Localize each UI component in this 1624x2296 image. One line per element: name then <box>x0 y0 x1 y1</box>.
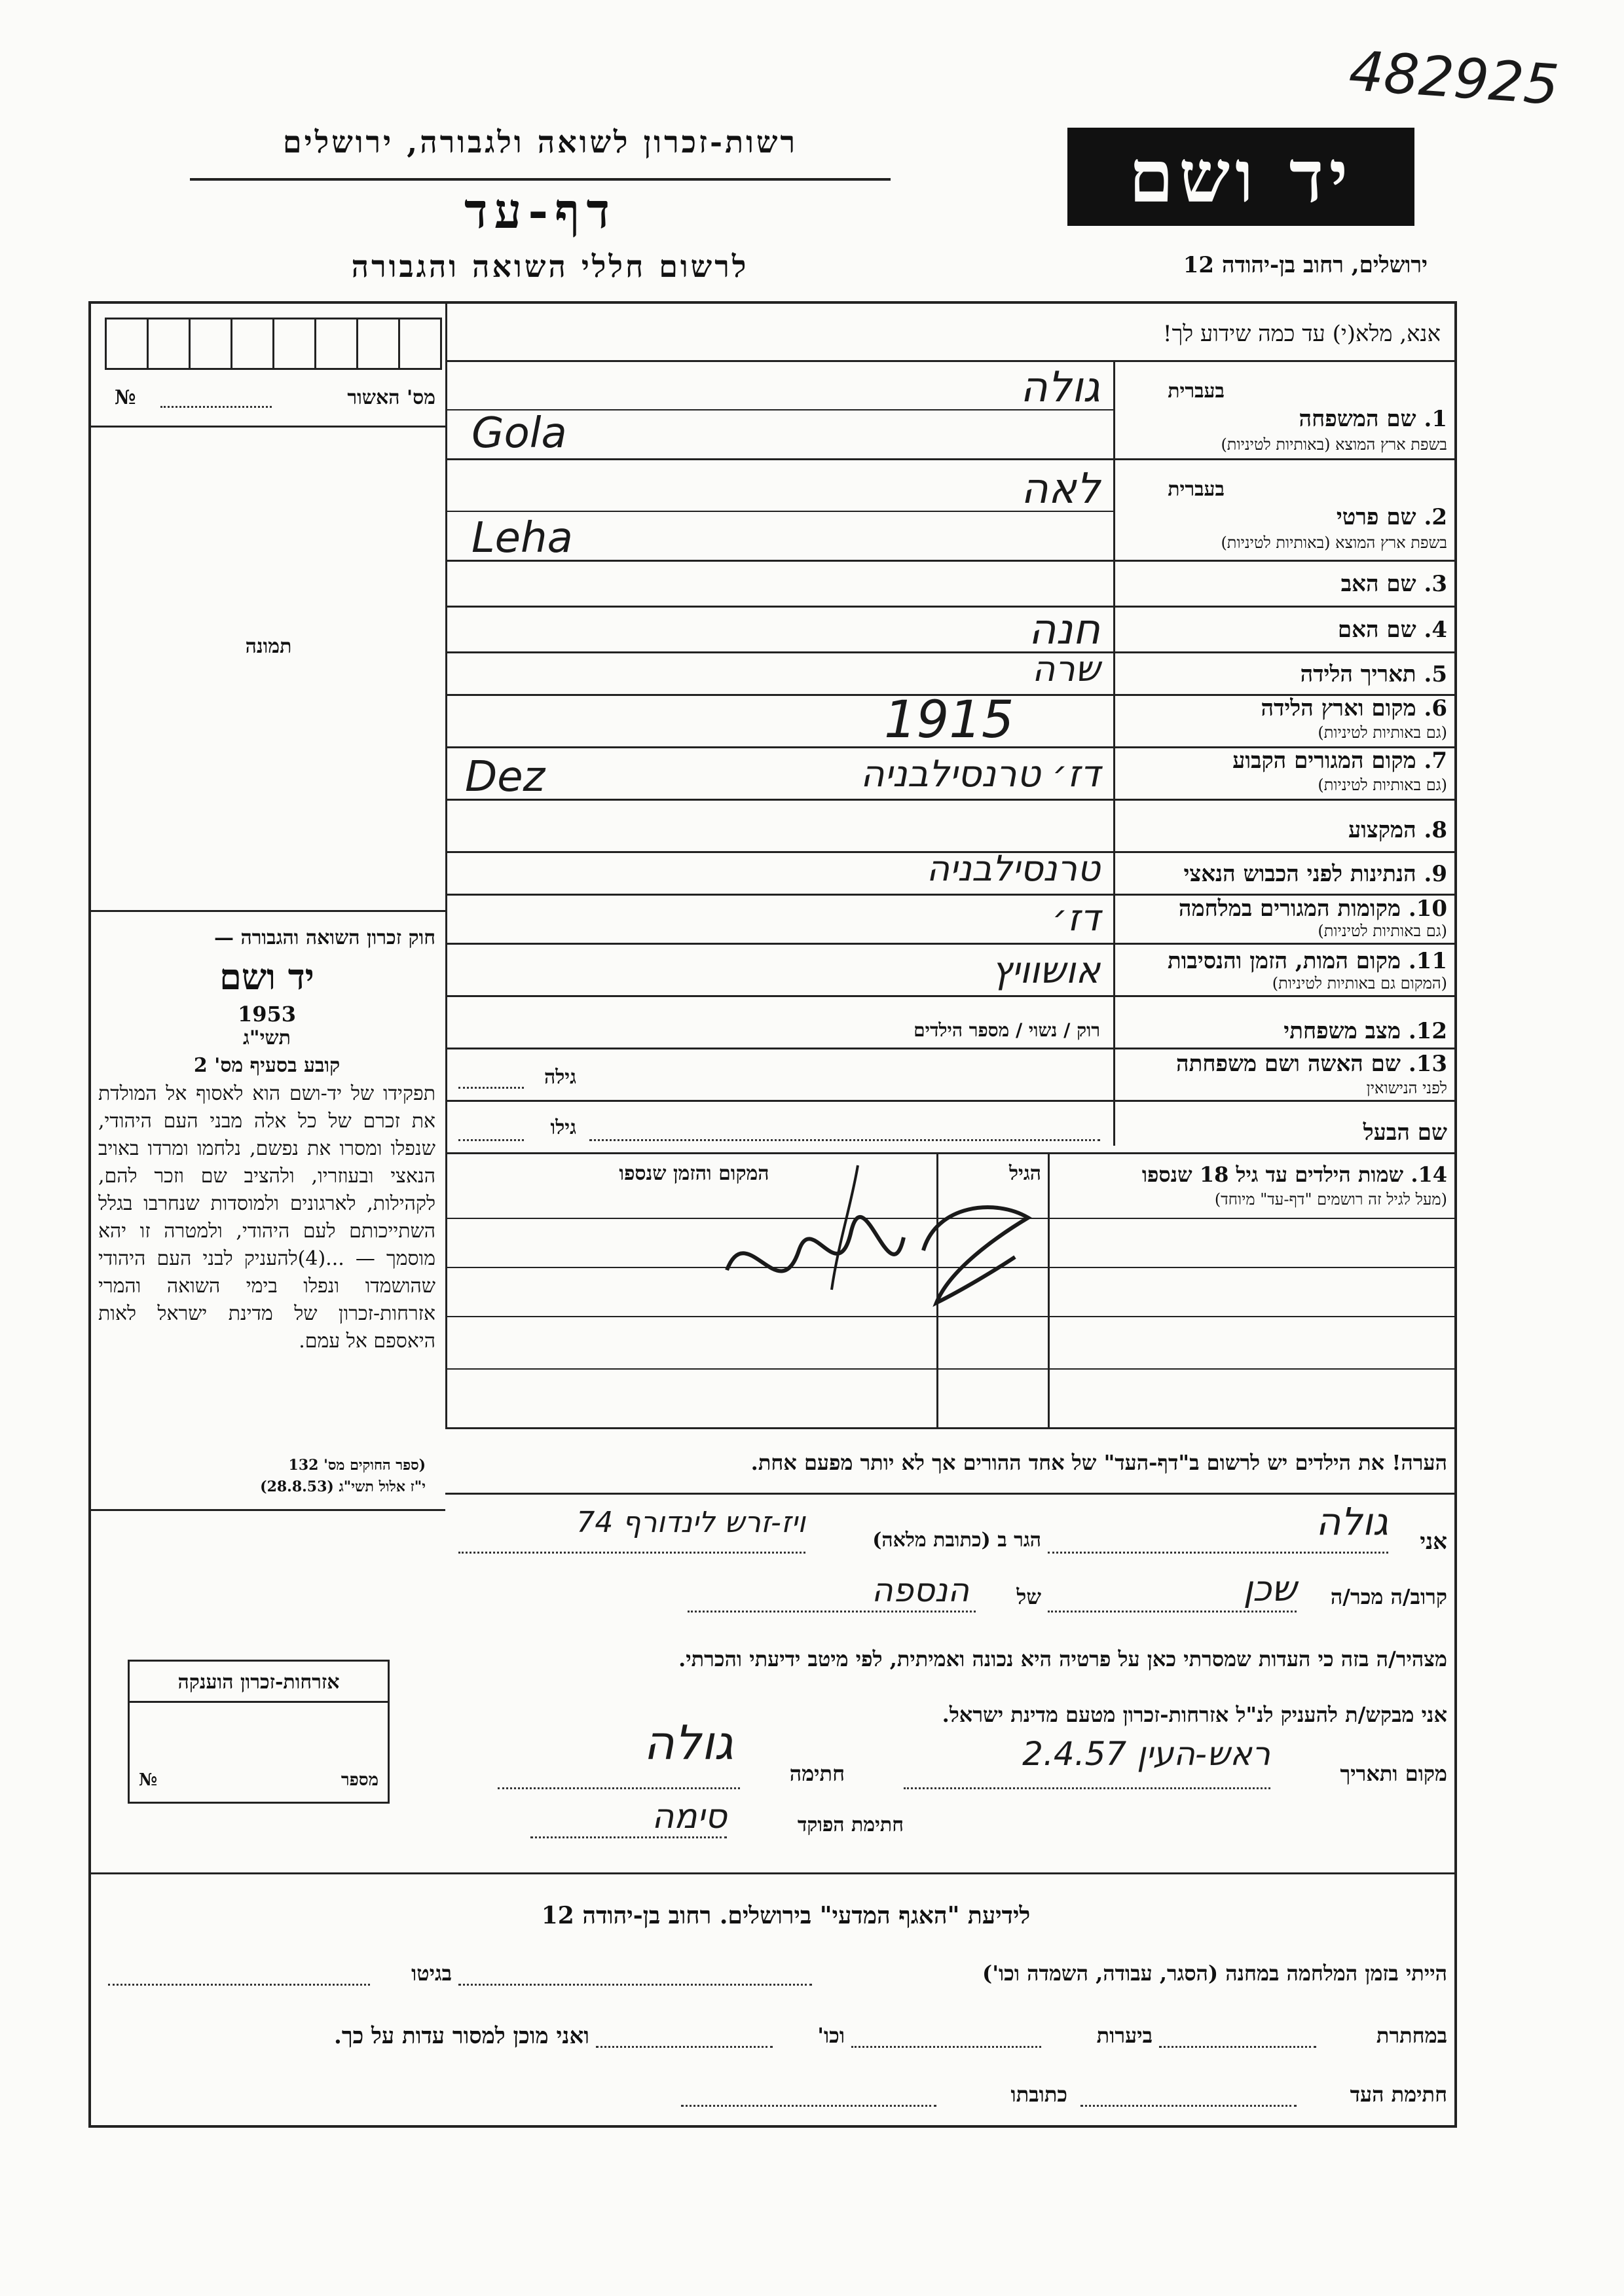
field-12-num: 12. <box>1408 1018 1447 1044</box>
decl-officer-label: חתימת הפוקד <box>797 1813 904 1836</box>
archive-number: 482925 <box>1346 38 1561 118</box>
footer-witness-sign-label: חתימת העד <box>1350 2082 1447 2107</box>
footer-ghetto-field[interactable] <box>108 1984 370 1986</box>
citizenship-box <box>128 1660 390 1804</box>
decl-signature-label: חתימה <box>789 1761 845 1786</box>
decl-address-value[interactable]: ויז-זרש לינדורף 74 <box>576 1506 805 1539</box>
decl-officer-value[interactable]: סימה <box>652 1797 727 1836</box>
cross-out-scrawl <box>688 1139 1080 1349</box>
footer-camp-field[interactable] <box>458 1984 812 1986</box>
decl-i-label: אני <box>1420 1529 1447 1555</box>
field-8-label: המקצוע <box>1348 817 1416 843</box>
decl-relative-label: קרוב/ה מכר/ה <box>1330 1584 1447 1609</box>
law-source: (ספר החוקים מס' 132 <box>288 1457 426 1474</box>
column-divider <box>445 301 447 1427</box>
family-name-hebrew[interactable]: גולה <box>1020 363 1100 412</box>
field-7-note: (גם באותיות לטיניות) <box>1318 776 1447 794</box>
birth-place-value[interactable]: 1915 <box>884 691 1014 750</box>
field-3-num: 3. <box>1424 571 1447 597</box>
authority-line: רשות-זכרון לשואה ולגבורה, ירושלים <box>282 124 798 160</box>
remark: הערה! את הילדים יש לרשום ב"דף-העד" של אחד ההורים אך לא יותר מפעם אחת. <box>750 1450 1447 1475</box>
residence-latin[interactable]: Dez <box>465 753 545 801</box>
family-status-options: רוק / נשוי / מספר הילדים <box>913 1019 1100 1041</box>
field-2-label: שם פרטי <box>1336 504 1416 530</box>
field-7-num: 7. <box>1424 748 1447 774</box>
field-8-num: 8. <box>1424 817 1447 843</box>
field-10-num: 10. <box>1408 896 1447 922</box>
footer-address-field[interactable] <box>681 2105 936 2107</box>
law-title: חוק זכרון השואה והגבורה — <box>214 926 435 949</box>
footer-underground-field[interactable] <box>1159 2046 1316 2048</box>
form-subtitle: לרשום חללי השואה והגבורה <box>351 249 749 284</box>
footer-willing: ואני מוכן למסור עדות על כך. <box>334 2023 589 2049</box>
field-5-num: 5. <box>1424 661 1447 687</box>
field-13-label: שם האשה ושם משפחתה <box>1176 1051 1401 1077</box>
footer-etc-label: וכו' <box>817 2023 845 2048</box>
residence-hebrew[interactable]: דז׳ טרנסילבניה <box>860 753 1100 795</box>
first-name-hebrew[interactable]: לאה <box>1021 465 1100 513</box>
decl-relation-value[interactable]: שכן <box>1243 1568 1297 1609</box>
field-6-label: מקום וארץ הלידה <box>1261 695 1416 721</box>
children-age-header: הגיל <box>1008 1162 1041 1185</box>
field-10-note: (גם באותיות לטיניות) <box>1318 922 1447 940</box>
field-2-tag: בעברית <box>1168 478 1225 501</box>
law-clause: קובע בסעיף מס' 2 <box>193 1054 341 1077</box>
law-year-hebrew: תשי"ג <box>243 1027 291 1049</box>
husband-age-label: גילו <box>550 1116 576 1139</box>
field-6-num: 6. <box>1424 695 1447 721</box>
footer-forests-field[interactable] <box>851 2046 1041 2048</box>
field-5-label: תאריך הלידה <box>1300 661 1416 687</box>
law-source-date: י"ז אלול תשי"ג (28.8.53) <box>260 1478 426 1495</box>
field-6-note: (גם באותיות לטיניות) <box>1318 723 1447 742</box>
children-note: (מעל לגיל זה רושמים "דף-עד" מיוחד) <box>1214 1190 1447 1209</box>
field-9-num: 9. <box>1424 861 1447 887</box>
law-year <box>98 1002 435 1027</box>
decl-lives-label: הגר ב (כתובת מלאה) <box>872 1529 1041 1552</box>
decl-of-label: של <box>1016 1584 1041 1609</box>
citizenship-number-label: מספר <box>341 1770 378 1790</box>
field-7-label: מקום המגורים הקבוע <box>1232 748 1416 774</box>
approval-suffix: № <box>115 386 136 409</box>
footer-forests-label: ביערות <box>1096 2023 1153 2048</box>
nationality-value[interactable]: טרנסילבניה <box>926 848 1100 889</box>
decl-place-date-value[interactable]: ראש-העין 2.4.57 <box>1022 1735 1270 1773</box>
field-11-note: (המקום גם באותיות לטיניות) <box>1272 974 1447 993</box>
footer-line1: הייתי בזמן המלחמה במחנה (הסגר, עבודה, השמדה וכו') <box>982 1961 1447 1986</box>
footer-title: לידיעת "האגף המדעי" בירושלים. רחוב בן-יהודה 12 <box>541 1902 1031 1929</box>
children-place-header: המקום והזמן שנספו <box>619 1162 769 1185</box>
law-year-number: 1953 <box>237 1002 297 1027</box>
field-10-label: מקומות המגורים במלחמה <box>1178 896 1401 922</box>
footer-witness-sign-field[interactable] <box>1080 2105 1297 2107</box>
mother-name-value[interactable]: חנה <box>1028 606 1100 654</box>
approval-label: מס' האשור <box>347 386 435 409</box>
photo-label: תמונה <box>245 635 292 658</box>
decl-of-value[interactable]: הנספה <box>871 1571 969 1609</box>
yad-vashem-logo: יד ושם <box>1067 128 1414 226</box>
header-rule <box>190 178 891 181</box>
citizenship-number-suffix: № <box>139 1770 158 1790</box>
field-1-note: בשפת ארץ המוצא (באותיות לטיניות) <box>1221 435 1447 454</box>
address: ירושלים, רחוב בן-יהודה 12 <box>1183 252 1428 278</box>
first-name-latin[interactable]: Leha <box>471 514 573 562</box>
decl-statement: מצהיר/ה בזה כי העדות שמסרתי כאן על פרטיה היא נכונה ואמיתית, לפי מיטב ידיעתי והכרתי. <box>678 1647 1447 1671</box>
field-13-note: לפני הנישואין <box>1366 1079 1447 1097</box>
field-11-label: מקום המות, הזמן והנסיבות <box>1167 948 1401 974</box>
instruction: אנא, מלא(י) עד כמה שידוע לך! <box>1162 321 1441 347</box>
field-2-note: בשפת ארץ המוצא (באותיות לטיניות) <box>1221 534 1447 552</box>
footer-address-label: כתובתו <box>1010 2082 1067 2107</box>
approval-number-field[interactable] <box>160 406 272 408</box>
wartime-residence-value[interactable]: דז׳ <box>1052 897 1100 939</box>
field-11-num: 11. <box>1408 948 1447 974</box>
law-text: תפקידו של יד-ושם הוא לאסוף אל המולדת את זכרם של כל אלה מבני העם היהודי, שנפלו ומסרו את נפשם, נלחמו ומרדו באויב הנאצי ובעוזריו, ולהציב שם וזכר להם, לקהילות, לארגונים ולמוסדות שנחרבו בגלל השתייכותם לעם היהודי, ולמטרה זו יהא מוסמך — ...(4)להעניק לבני העם היהודי שהושמדו ונפלו בימי השואה והמרי אזרחות-זכרון של מדינת ישראל לאות היאספם אל עמם. <box>98 1082 436 1353</box>
field-13-num: 13. <box>1408 1051 1447 1077</box>
husband-label: שם הבעל <box>1363 1120 1447 1146</box>
husband-age-field[interactable] <box>458 1139 524 1141</box>
death-place-value[interactable]: אושוויץ <box>991 949 1100 992</box>
field-1-num: 1. <box>1424 406 1447 432</box>
field-4-num: 4. <box>1424 617 1447 643</box>
field-4-label: שם האם <box>1337 617 1416 643</box>
field-1-label-text: שם המשפחה <box>1299 406 1416 432</box>
decl-place-date-label: מקום ותאריך <box>1340 1761 1447 1786</box>
birth-date-value[interactable]: שרה <box>1031 648 1100 689</box>
field-12-label: מצב משפחתי <box>1283 1018 1401 1044</box>
field-1-tag: בעברית <box>1168 380 1225 403</box>
decl-signature-value[interactable]: גולה <box>643 1715 733 1770</box>
law-name: יד ושם <box>219 956 314 998</box>
footer-ghetto-label: בגיטו <box>411 1961 452 1986</box>
footer-etc-field[interactable] <box>596 2046 773 2048</box>
field-9-label: הנתינות לפני הכבוש הנאצי <box>1183 861 1416 887</box>
form-title: דף-עד <box>464 183 617 240</box>
family-name-latin[interactable]: Gola <box>471 409 567 458</box>
decl-request: אני מבקש/ת להעניק לנ"ל אזרחות-זכרון מטעם מדינת ישראל. <box>942 1702 1447 1727</box>
footer-underground-label: במחתרת <box>1376 2023 1447 2048</box>
field-3-label: שם האב <box>1340 571 1416 597</box>
decl-i-value[interactable]: גולה <box>1316 1499 1388 1544</box>
wife-age-field[interactable] <box>458 1087 524 1089</box>
field-1-label <box>1120 406 1447 432</box>
field-2-num: 2. <box>1424 504 1447 530</box>
approval-number-boxes[interactable] <box>105 318 442 370</box>
children-label: 14. שמות הילדים עד גיל 18 שנספו <box>1141 1162 1447 1187</box>
citizenship-title: אזרחות-זכרון הוענקה <box>177 1671 340 1694</box>
wife-age-label: גילה <box>544 1066 576 1089</box>
